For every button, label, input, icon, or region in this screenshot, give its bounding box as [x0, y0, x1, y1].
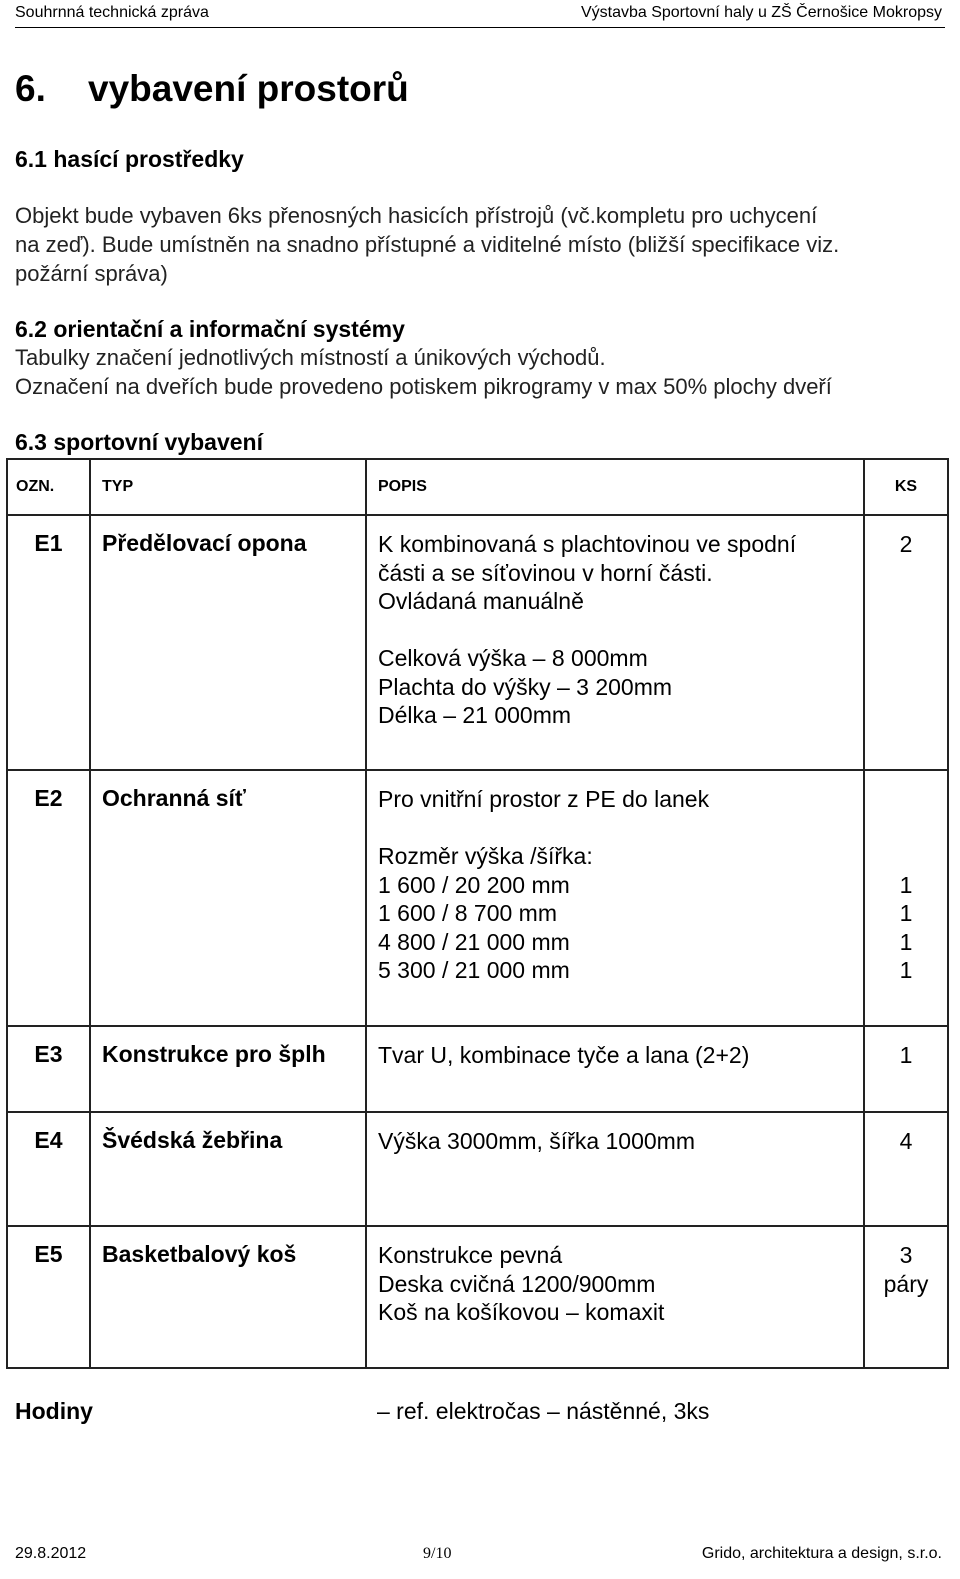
- cell-line: 3: [899, 1242, 913, 1268]
- cell-ks: [864, 1112, 948, 1226]
- cell-line: 1: [899, 928, 913, 955]
- cell-typ: [90, 1112, 366, 1226]
- cell-line: Deska cvičná 1200/900mm: [378, 1270, 656, 1297]
- table-row: [7, 1026, 948, 1112]
- section-heading: [15, 68, 409, 110]
- cell-ks: [864, 1226, 948, 1368]
- cell-text: Švédská žebřina: [102, 1127, 283, 1153]
- cell-line: 2: [899, 531, 913, 557]
- header-ks: KS: [864, 459, 948, 515]
- cell-line: Pro vnitřní prostor z PE do lanek: [378, 786, 710, 812]
- cell-text: E1: [34, 530, 63, 556]
- subsection-6-2-title: 6.2 orientační a informační systémy: [15, 316, 405, 342]
- cell-line: 1 600 / 20 200 mm: [378, 871, 570, 898]
- cell-ks: [864, 770, 948, 1026]
- cell-line: K kombinovaná s plachtovinou ve spodní: [378, 531, 797, 557]
- table-row: [7, 770, 948, 1026]
- cell-ks: [864, 515, 948, 770]
- cell-ozn: [7, 1226, 90, 1368]
- text-line: požární správa): [15, 261, 168, 286]
- cell-text: E3: [34, 1041, 63, 1067]
- cell-line: páry: [883, 1270, 929, 1297]
- cell-line: [865, 842, 947, 871]
- cell-line: [378, 616, 863, 645]
- cell-line: Konstrukce pevná: [378, 1242, 563, 1268]
- header-popis: POPIS: [366, 459, 864, 515]
- cell-typ: [90, 515, 366, 770]
- cell-line: části a se síťovinou v horní části.: [378, 559, 713, 586]
- subsection-6-3-title: 6.3 sportovní vybavení: [15, 429, 263, 455]
- cell-text: Basketbalový koš: [102, 1241, 297, 1267]
- text-line: Objekt bude vybaven 6ks přenosných hasicích přístrojů (vč.kompletu pro uchycení: [15, 203, 818, 228]
- cell-line: 1: [899, 871, 913, 898]
- cell-ozn: [7, 1112, 90, 1226]
- cell-line: 1: [899, 957, 913, 983]
- cell-line: Rozměr výška /šířka:: [378, 843, 593, 869]
- cell-popis: [366, 515, 864, 770]
- cell-text: Předělovací opona: [102, 530, 307, 556]
- cell-line: Výška 3000mm, šířka 1000mm: [378, 1128, 696, 1154]
- cell-line: [378, 814, 863, 843]
- cell-line: 1: [899, 900, 913, 926]
- subsection-6-2-text: [15, 343, 832, 401]
- header-right: Výstavba Sportovní haly u ZŠ Černošice Mokropsy: [580, 4, 942, 21]
- cell-text: Ochranná síť: [102, 785, 246, 811]
- header-typ: TYP: [90, 459, 366, 515]
- cell-typ: [90, 1226, 366, 1368]
- header-divider: [15, 27, 945, 28]
- cell-line: Plachta do výšky – 3 200mm: [378, 673, 673, 700]
- cell-line: Ovládaná manuálně: [378, 588, 584, 614]
- table-row: [7, 1112, 948, 1226]
- cell-ks: [864, 1026, 948, 1112]
- cell-line: 5 300 / 21 000 mm: [378, 957, 570, 983]
- cell-text: E4: [34, 1127, 63, 1153]
- cell-popis: [366, 1112, 864, 1226]
- cell-line: 4 800 / 21 000 mm: [378, 928, 570, 955]
- cell-text: E5: [34, 1241, 63, 1267]
- clock-label: Hodiny: [15, 1398, 93, 1424]
- cell-text: Konstrukce pro šplh: [102, 1041, 326, 1067]
- text-line: Tabulky značení jednotlivých místností a únikových východů.: [15, 345, 606, 370]
- cell-ozn: [7, 1026, 90, 1112]
- cell-line: [865, 814, 947, 843]
- cell-line: Celková výška – 8 000mm: [378, 645, 648, 671]
- cell-typ: [90, 770, 366, 1026]
- table-row: [7, 515, 948, 770]
- clock-value: – ref. elektročas – nástěnné, 3ks: [377, 1398, 710, 1424]
- header-ozn: OZN.: [7, 459, 90, 515]
- cell-line: 1: [899, 1042, 913, 1068]
- cell-line: Tvar U, kombinace tyče a lana (2+2): [378, 1042, 750, 1068]
- equipment-table: [6, 458, 949, 1369]
- section-title: vybavení prostorů: [88, 68, 409, 109]
- cell-line: Koš na košíkovou – komaxit: [378, 1299, 665, 1325]
- footer-date: 29.8.2012: [15, 1545, 87, 1562]
- cell-popis: [366, 770, 864, 1026]
- subsection-6-1-title: 6.1 hasící prostředky: [15, 146, 244, 172]
- cell-text: E2: [34, 785, 63, 811]
- cell-popis: [366, 1226, 864, 1368]
- subsection-6-1-text: [15, 201, 839, 288]
- cell-line: [865, 785, 947, 814]
- cell-line: Délka – 21 000mm: [378, 702, 572, 728]
- cell-ozn: [7, 770, 90, 1026]
- header-left: Souhrnná technická zpráva: [15, 4, 209, 21]
- footer-page: 9/10: [423, 1545, 452, 1562]
- table-header-row: [7, 459, 948, 515]
- text-line: Označení na dveřích bude provedeno potiskem pikrogramy v max 50% plochy dveří: [15, 374, 832, 399]
- section-number: 6.: [15, 68, 46, 109]
- footer-company: Grido, architektura a design, s.r.o.: [701, 1545, 942, 1562]
- cell-ozn: [7, 515, 90, 770]
- table-row: [7, 1226, 948, 1368]
- cell-typ: [90, 1026, 366, 1112]
- cell-line: 4: [899, 1128, 913, 1154]
- text-line: na zeď). Bude umístněn na snadno přístupné a viditelné místo (bližší specifikace viz.: [15, 232, 840, 257]
- cell-line: 1 600 / 8 700 mm: [378, 900, 557, 926]
- cell-popis: [366, 1026, 864, 1112]
